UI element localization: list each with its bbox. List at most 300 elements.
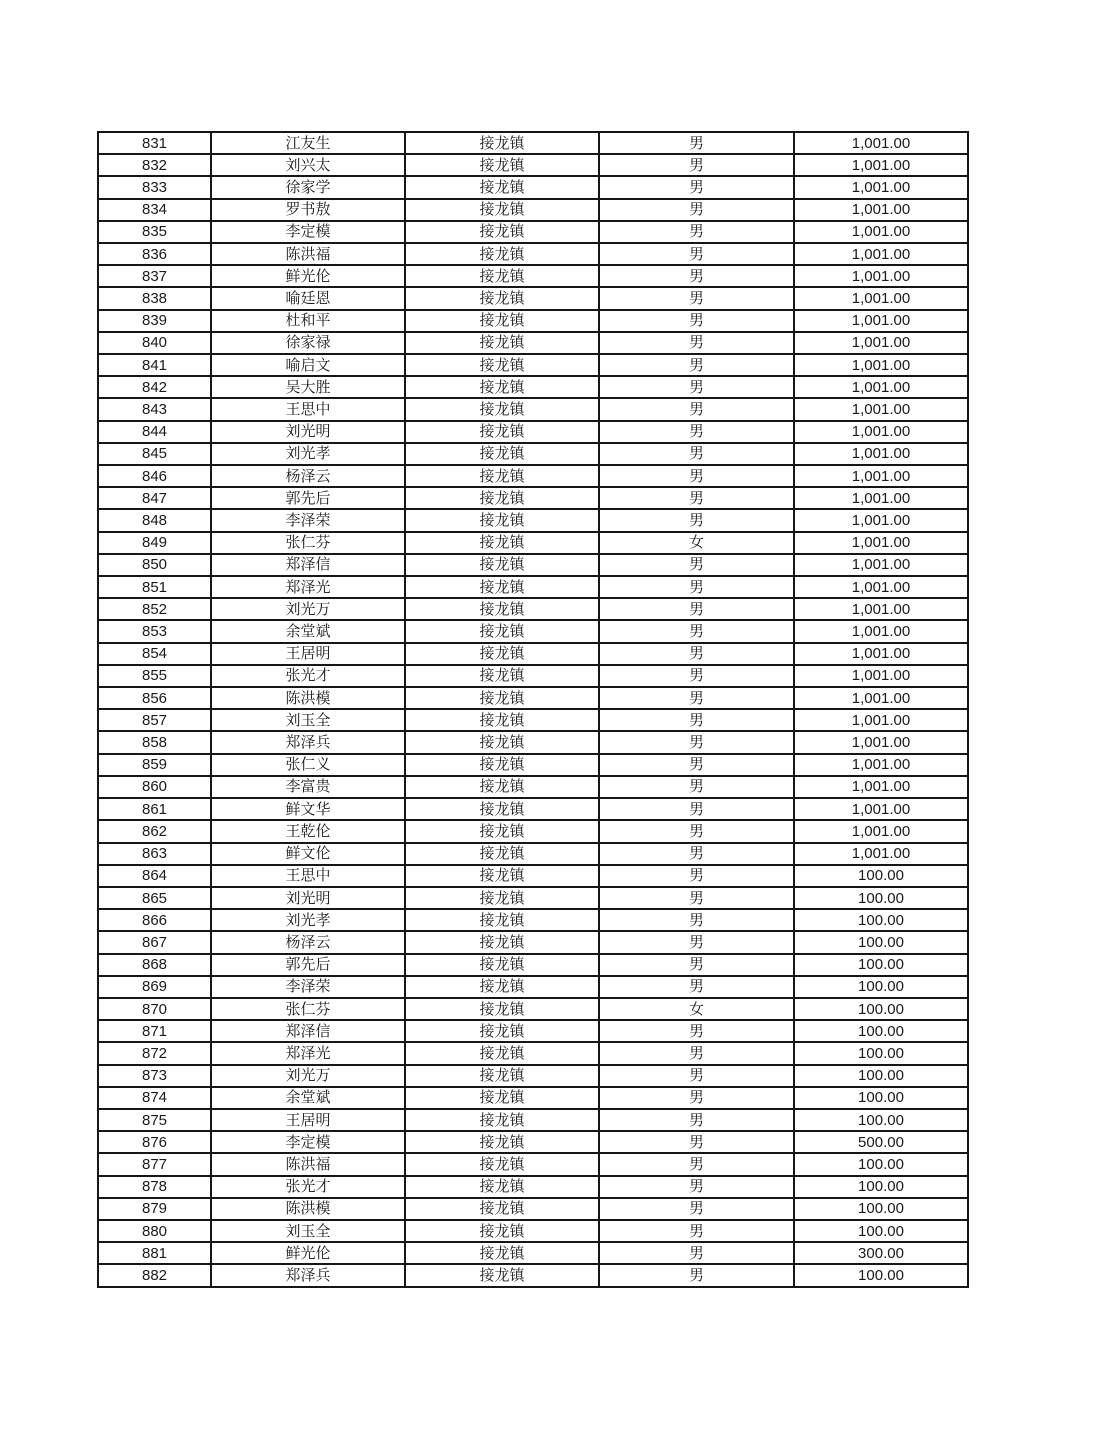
cell-gender: 男: [599, 487, 794, 509]
cell-town: 接龙镇: [405, 1264, 599, 1287]
cell-name: 徐家学: [211, 176, 405, 198]
cell-serial-number: 865: [98, 887, 211, 909]
cell-name: 王思中: [211, 865, 405, 887]
cell-name: 刘玉全: [211, 709, 405, 731]
cell-town: 接龙镇: [405, 509, 599, 531]
cell-gender: 男: [599, 332, 794, 354]
table-row: [98, 199, 968, 221]
cell-serial-number: 838: [98, 287, 211, 309]
cell-gender: 男: [599, 354, 794, 376]
cell-gender: 男: [599, 687, 794, 709]
cell-name: 李定模: [211, 221, 405, 243]
cell-town: 接龙镇: [405, 265, 599, 287]
cell-amount: 1,001.00: [794, 199, 968, 221]
cell-name: 刘光孝: [211, 909, 405, 931]
cell-name: 徐家禄: [211, 332, 405, 354]
cell-town: 接龙镇: [405, 287, 599, 309]
cell-name: 刘兴太: [211, 154, 405, 176]
cell-serial-number: 860: [98, 776, 211, 798]
cell-serial-number: 862: [98, 820, 211, 842]
cell-amount: 1,001.00: [794, 243, 968, 265]
table-row: [98, 287, 968, 309]
cell-town: 接龙镇: [405, 665, 599, 687]
cell-amount: 1,001.00: [794, 798, 968, 820]
cell-gender: 男: [599, 820, 794, 842]
cell-amount: 100.00: [794, 998, 968, 1020]
cell-gender: 男: [599, 154, 794, 176]
table-row: [98, 643, 968, 665]
cell-serial-number: 834: [98, 199, 211, 221]
cell-name: 张仁芬: [211, 532, 405, 554]
table-row: [98, 421, 968, 443]
cell-town: 接龙镇: [405, 976, 599, 998]
cell-town: 接龙镇: [405, 843, 599, 865]
table-row: [98, 1131, 968, 1153]
cell-gender: 男: [599, 865, 794, 887]
cell-name: 郑泽光: [211, 576, 405, 598]
cell-amount: 100.00: [794, 931, 968, 953]
cell-serial-number: 872: [98, 1042, 211, 1064]
cell-serial-number: 870: [98, 998, 211, 1020]
cell-serial-number: 843: [98, 398, 211, 420]
cell-gender: 男: [599, 954, 794, 976]
cell-gender: 男: [599, 221, 794, 243]
cell-serial-number: 866: [98, 909, 211, 931]
cell-town: 接龙镇: [405, 954, 599, 976]
cell-name: 刘光明: [211, 421, 405, 443]
cell-town: 接龙镇: [405, 776, 599, 798]
cell-amount: 1,001.00: [794, 687, 968, 709]
table-row: [98, 376, 968, 398]
table-body: [98, 132, 968, 1287]
cell-name: 杜和平: [211, 310, 405, 332]
cell-gender: 男: [599, 1020, 794, 1042]
cell-town: 接龙镇: [405, 1020, 599, 1042]
cell-amount: 100.00: [794, 909, 968, 931]
cell-amount: 1,001.00: [794, 443, 968, 465]
cell-gender: 男: [599, 287, 794, 309]
cell-town: 接龙镇: [405, 532, 599, 554]
cell-town: 接龙镇: [405, 887, 599, 909]
cell-town: 接龙镇: [405, 909, 599, 931]
cell-serial-number: 833: [98, 176, 211, 198]
cell-town: 接龙镇: [405, 332, 599, 354]
table-row: [98, 509, 968, 531]
table-row: [98, 1264, 968, 1287]
table-row: [98, 865, 968, 887]
cell-name: 刘光明: [211, 887, 405, 909]
table-row: [98, 1065, 968, 1087]
table-row: [98, 1242, 968, 1264]
cell-amount: 100.00: [794, 976, 968, 998]
cell-amount: 1,001.00: [794, 287, 968, 309]
cell-amount: 100.00: [794, 887, 968, 909]
cell-amount: 100.00: [794, 1109, 968, 1131]
cell-serial-number: 844: [98, 421, 211, 443]
cell-serial-number: 874: [98, 1087, 211, 1109]
cell-gender: 男: [599, 1220, 794, 1242]
table-row: [98, 598, 968, 620]
cell-town: 接龙镇: [405, 1242, 599, 1264]
cell-amount: 1,001.00: [794, 221, 968, 243]
cell-amount: 1,001.00: [794, 265, 968, 287]
cell-serial-number: 857: [98, 709, 211, 731]
cell-town: 接龙镇: [405, 865, 599, 887]
cell-amount: 1,001.00: [794, 532, 968, 554]
cell-serial-number: 848: [98, 509, 211, 531]
cell-gender: 男: [599, 909, 794, 931]
cell-amount: 1,001.00: [794, 754, 968, 776]
cell-name: 鲜文伦: [211, 843, 405, 865]
cell-gender: 男: [599, 709, 794, 731]
cell-serial-number: 880: [98, 1220, 211, 1242]
cell-amount: 1,001.00: [794, 576, 968, 598]
cell-town: 接龙镇: [405, 243, 599, 265]
cell-gender: 男: [599, 554, 794, 576]
cell-name: 李定模: [211, 1131, 405, 1153]
cell-name: 郭先后: [211, 487, 405, 509]
cell-town: 接龙镇: [405, 1176, 599, 1198]
cell-name: 李泽荣: [211, 976, 405, 998]
cell-amount: 1,001.00: [794, 709, 968, 731]
table-row: [98, 1198, 968, 1220]
cell-gender: 男: [599, 576, 794, 598]
cell-amount: 1,001.00: [794, 665, 968, 687]
cell-town: 接龙镇: [405, 176, 599, 198]
cell-serial-number: 863: [98, 843, 211, 865]
table-row: [98, 354, 968, 376]
cell-gender: 女: [599, 532, 794, 554]
cell-gender: 男: [599, 976, 794, 998]
cell-serial-number: 873: [98, 1065, 211, 1087]
cell-town: 接龙镇: [405, 398, 599, 420]
cell-town: 接龙镇: [405, 1065, 599, 1087]
cell-amount: 1,001.00: [794, 332, 968, 354]
cell-name: 鲜光伦: [211, 1242, 405, 1264]
table-row: [98, 687, 968, 709]
cell-gender: 男: [599, 798, 794, 820]
table-row: [98, 731, 968, 753]
cell-name: 杨泽云: [211, 465, 405, 487]
cell-serial-number: 847: [98, 487, 211, 509]
cell-amount: 1,001.00: [794, 509, 968, 531]
cell-town: 接龙镇: [405, 1042, 599, 1064]
cell-gender: 男: [599, 665, 794, 687]
cell-gender: 男: [599, 421, 794, 443]
cell-gender: 男: [599, 598, 794, 620]
table-row: [98, 754, 968, 776]
cell-amount: 1,001.00: [794, 776, 968, 798]
cell-serial-number: 850: [98, 554, 211, 576]
cell-amount: 1,001.00: [794, 154, 968, 176]
cell-town: 接龙镇: [405, 154, 599, 176]
cell-amount: 1,001.00: [794, 310, 968, 332]
cell-serial-number: 879: [98, 1198, 211, 1220]
cell-name: 王乾伦: [211, 820, 405, 842]
cell-name: 王居明: [211, 1109, 405, 1131]
table-row: [98, 1109, 968, 1131]
cell-gender: 男: [599, 731, 794, 753]
cell-name: 李富贵: [211, 776, 405, 798]
cell-serial-number: 878: [98, 1176, 211, 1198]
cell-serial-number: 839: [98, 310, 211, 332]
cell-serial-number: 871: [98, 1020, 211, 1042]
cell-town: 接龙镇: [405, 931, 599, 953]
cell-serial-number: 855: [98, 665, 211, 687]
cell-amount: 100.00: [794, 1153, 968, 1175]
table-row: [98, 931, 968, 953]
table-row: [98, 398, 968, 420]
cell-serial-number: 861: [98, 798, 211, 820]
cell-amount: 100.00: [794, 1065, 968, 1087]
cell-town: 接龙镇: [405, 1153, 599, 1175]
cell-name: 刘光孝: [211, 443, 405, 465]
cell-name: 余堂斌: [211, 1087, 405, 1109]
cell-town: 接龙镇: [405, 554, 599, 576]
table-row: [98, 909, 968, 931]
table-row: [98, 1153, 968, 1175]
cell-serial-number: 876: [98, 1131, 211, 1153]
cell-amount: 100.00: [794, 954, 968, 976]
cell-serial-number: 868: [98, 954, 211, 976]
cell-town: 接龙镇: [405, 376, 599, 398]
cell-amount: 1,001.00: [794, 487, 968, 509]
cell-town: 接龙镇: [405, 643, 599, 665]
cell-gender: 男: [599, 509, 794, 531]
cell-name: 李泽荣: [211, 509, 405, 531]
cell-amount: 1,001.00: [794, 465, 968, 487]
cell-serial-number: 836: [98, 243, 211, 265]
cell-gender: 女: [599, 998, 794, 1020]
cell-town: 接龙镇: [405, 1087, 599, 1109]
cell-gender: 男: [599, 1153, 794, 1175]
cell-gender: 男: [599, 1065, 794, 1087]
cell-gender: 男: [599, 1264, 794, 1287]
table-row: [98, 665, 968, 687]
cell-town: 接龙镇: [405, 465, 599, 487]
cell-town: 接龙镇: [405, 443, 599, 465]
cell-town: 接龙镇: [405, 998, 599, 1020]
cell-gender: 男: [599, 243, 794, 265]
cell-town: 接龙镇: [405, 132, 599, 154]
cell-serial-number: 831: [98, 132, 211, 154]
cell-town: 接龙镇: [405, 620, 599, 642]
cell-serial-number: 837: [98, 265, 211, 287]
cell-name: 鲜光伦: [211, 265, 405, 287]
cell-gender: 男: [599, 132, 794, 154]
cell-gender: 男: [599, 620, 794, 642]
cell-name: 江友生: [211, 132, 405, 154]
table-row: [98, 1176, 968, 1198]
cell-town: 接龙镇: [405, 421, 599, 443]
table-row: [98, 243, 968, 265]
table-row: [98, 576, 968, 598]
cell-amount: 300.00: [794, 1242, 968, 1264]
cell-amount: 1,001.00: [794, 620, 968, 642]
table-row: [98, 221, 968, 243]
cell-town: 接龙镇: [405, 820, 599, 842]
cell-gender: 男: [599, 754, 794, 776]
cell-serial-number: 853: [98, 620, 211, 642]
cell-amount: 1,001.00: [794, 820, 968, 842]
table-row: [98, 332, 968, 354]
table-row: [98, 820, 968, 842]
cell-serial-number: 849: [98, 532, 211, 554]
table-row: [98, 843, 968, 865]
cell-town: 接龙镇: [405, 199, 599, 221]
cell-serial-number: 856: [98, 687, 211, 709]
cell-serial-number: 846: [98, 465, 211, 487]
table-row: [98, 487, 968, 509]
cell-serial-number: 840: [98, 332, 211, 354]
cell-town: 接龙镇: [405, 1220, 599, 1242]
cell-amount: 100.00: [794, 865, 968, 887]
cell-name: 陈洪模: [211, 1198, 405, 1220]
cell-gender: 男: [599, 199, 794, 221]
table-row: [98, 954, 968, 976]
cell-town: 接龙镇: [405, 310, 599, 332]
cell-amount: 1,001.00: [794, 598, 968, 620]
cell-town: 接龙镇: [405, 1109, 599, 1131]
cell-name: 郑泽信: [211, 1020, 405, 1042]
cell-amount: 1,001.00: [794, 731, 968, 753]
cell-gender: 男: [599, 843, 794, 865]
cell-serial-number: 835: [98, 221, 211, 243]
cell-name: 刘光万: [211, 598, 405, 620]
cell-gender: 男: [599, 1042, 794, 1064]
cell-town: 接龙镇: [405, 687, 599, 709]
cell-amount: 100.00: [794, 1020, 968, 1042]
cell-gender: 男: [599, 1109, 794, 1131]
cell-name: 鲜文华: [211, 798, 405, 820]
cell-gender: 男: [599, 465, 794, 487]
table-row: [98, 976, 968, 998]
cell-amount: 1,001.00: [794, 132, 968, 154]
cell-gender: 男: [599, 176, 794, 198]
table-row: [98, 709, 968, 731]
cell-town: 接龙镇: [405, 598, 599, 620]
cell-amount: 100.00: [794, 1264, 968, 1287]
cell-serial-number: 854: [98, 643, 211, 665]
cell-name: 吴大胜: [211, 376, 405, 398]
cell-amount: 100.00: [794, 1087, 968, 1109]
table-row: [98, 154, 968, 176]
cell-serial-number: 841: [98, 354, 211, 376]
cell-name: 郭先后: [211, 954, 405, 976]
cell-gender: 男: [599, 1198, 794, 1220]
table-row: [98, 887, 968, 909]
cell-gender: 男: [599, 1131, 794, 1153]
table-row: [98, 1042, 968, 1064]
table-row: [98, 620, 968, 642]
cell-name: 陈洪模: [211, 687, 405, 709]
cell-amount: 1,001.00: [794, 643, 968, 665]
cell-name: 陈洪福: [211, 1153, 405, 1175]
cell-town: 接龙镇: [405, 798, 599, 820]
cell-name: 郑泽光: [211, 1042, 405, 1064]
cell-gender: 男: [599, 310, 794, 332]
cell-amount: 100.00: [794, 1198, 968, 1220]
cell-gender: 男: [599, 931, 794, 953]
table-row: [98, 798, 968, 820]
table-row: [98, 1220, 968, 1242]
cell-name: 张仁芬: [211, 998, 405, 1020]
cell-name: 王居明: [211, 643, 405, 665]
cell-name: 刘玉全: [211, 1220, 405, 1242]
cell-town: 接龙镇: [405, 709, 599, 731]
cell-name: 刘光万: [211, 1065, 405, 1087]
cell-serial-number: 877: [98, 1153, 211, 1175]
cell-name: 喻启文: [211, 354, 405, 376]
cell-serial-number: 875: [98, 1109, 211, 1131]
cell-town: 接龙镇: [405, 221, 599, 243]
cell-town: 接龙镇: [405, 1131, 599, 1153]
cell-serial-number: 832: [98, 154, 211, 176]
cell-amount: 100.00: [794, 1176, 968, 1198]
cell-serial-number: 882: [98, 1264, 211, 1287]
table-row: [98, 1087, 968, 1109]
cell-name: 喻廷恩: [211, 287, 405, 309]
cell-town: 接龙镇: [405, 487, 599, 509]
cell-amount: 1,001.00: [794, 398, 968, 420]
cell-name: 郑泽信: [211, 554, 405, 576]
cell-amount: 1,001.00: [794, 843, 968, 865]
cell-name: 郑泽兵: [211, 1264, 405, 1287]
cell-amount: 100.00: [794, 1042, 968, 1064]
cell-town: 接龙镇: [405, 731, 599, 753]
table-row: [98, 998, 968, 1020]
cell-amount: 1,001.00: [794, 421, 968, 443]
table-row: [98, 132, 968, 154]
cell-gender: 男: [599, 1242, 794, 1264]
cell-gender: 男: [599, 1176, 794, 1198]
cell-amount: 100.00: [794, 1220, 968, 1242]
cell-amount: 1,001.00: [794, 376, 968, 398]
cell-amount: 500.00: [794, 1131, 968, 1153]
table-row: [98, 532, 968, 554]
cell-gender: 男: [599, 776, 794, 798]
cell-serial-number: 869: [98, 976, 211, 998]
cell-serial-number: 842: [98, 376, 211, 398]
cell-name: 王思中: [211, 398, 405, 420]
cell-town: 接龙镇: [405, 1198, 599, 1220]
cell-serial-number: 858: [98, 731, 211, 753]
cell-name: 张光才: [211, 665, 405, 687]
cell-name: 张仁义: [211, 754, 405, 776]
cell-name: 陈洪福: [211, 243, 405, 265]
table-row: [98, 554, 968, 576]
cell-name: 郑泽兵: [211, 731, 405, 753]
cell-name: 张光才: [211, 1176, 405, 1198]
cell-serial-number: 852: [98, 598, 211, 620]
cell-amount: 1,001.00: [794, 354, 968, 376]
table-container: [97, 131, 969, 1288]
cell-gender: 男: [599, 1087, 794, 1109]
cell-gender: 男: [599, 376, 794, 398]
table-row: [98, 776, 968, 798]
cell-serial-number: 864: [98, 865, 211, 887]
cell-name: 罗书敖: [211, 199, 405, 221]
table-row: [98, 176, 968, 198]
table-row: [98, 310, 968, 332]
cell-name: 杨泽云: [211, 931, 405, 953]
table-row: [98, 443, 968, 465]
cell-name: 余堂斌: [211, 620, 405, 642]
cell-serial-number: 845: [98, 443, 211, 465]
cell-serial-number: 867: [98, 931, 211, 953]
cell-gender: 男: [599, 265, 794, 287]
cell-gender: 男: [599, 887, 794, 909]
